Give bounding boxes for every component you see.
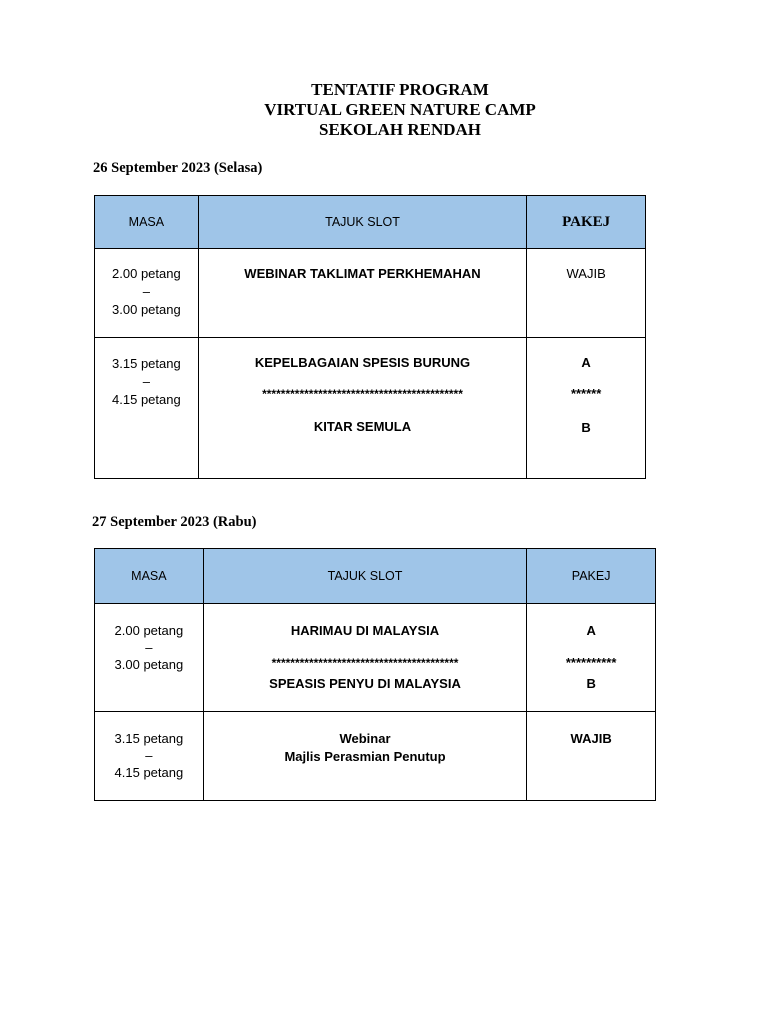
tajuk-cell bbox=[203, 604, 527, 712]
title-line-3: SEKOLAH RENDAH bbox=[319, 120, 481, 139]
table-row bbox=[95, 604, 656, 712]
time-dash: – bbox=[145, 748, 153, 763]
time-end: 4.15 petang bbox=[114, 765, 184, 780]
slot-title: WEBINAR TAKLIMAT PERKHEMAHAN bbox=[244, 266, 481, 281]
slot-title: SPEASIS PENYU DI MALAYSIA bbox=[269, 676, 461, 691]
masa-cell bbox=[95, 249, 199, 338]
header-tajuk-slot: TAJUK SLOT bbox=[203, 549, 527, 604]
header-pakej: PAKEJ bbox=[527, 196, 646, 249]
pakej-value: B bbox=[581, 420, 591, 435]
pakej-value: A bbox=[586, 623, 596, 638]
header-tajuk-slot: TAJUK SLOT bbox=[198, 196, 527, 249]
slot-title: HARIMAU DI MALAYSIA bbox=[290, 623, 440, 638]
masa-cell bbox=[95, 338, 199, 479]
tajuk-cell bbox=[198, 249, 527, 338]
time-dash: – bbox=[142, 284, 150, 299]
pakej-separator: ********** bbox=[565, 655, 617, 670]
pakej-value: A bbox=[581, 355, 591, 370]
title-line-2: VIRTUAL GREEN NATURE CAMP bbox=[264, 100, 536, 119]
pakej-cell bbox=[527, 338, 646, 479]
time-start: 2.00 petang bbox=[112, 266, 181, 281]
slot-title: KITAR SEMULA bbox=[313, 419, 412, 434]
pakej-value: WAJIB bbox=[570, 731, 612, 746]
day2-date-heading: 27 September 2023 (Rabu) bbox=[92, 514, 257, 530]
tajuk-cell bbox=[198, 338, 527, 479]
day1-date-heading: 26 September 2023 (Selasa) bbox=[93, 160, 263, 176]
pakej-separator: ****** bbox=[570, 386, 602, 401]
slot-title: KEPELBAGAIAN SPESIS BURUNG bbox=[254, 355, 471, 370]
time-end: 4.15 petang bbox=[112, 392, 181, 407]
time-start: 2.00 petang bbox=[114, 623, 184, 638]
header-masa: MASA bbox=[95, 549, 204, 604]
time-start: 3.15 petang bbox=[114, 731, 184, 746]
time-end: 3.00 petang bbox=[112, 302, 181, 317]
slot-separator: **************************************** bbox=[271, 656, 459, 670]
slot-title: Webinar bbox=[339, 731, 391, 746]
table-row bbox=[95, 338, 646, 479]
masa-cell bbox=[95, 604, 204, 712]
day2-schedule-table bbox=[94, 548, 656, 801]
time-dash: – bbox=[142, 374, 150, 389]
pakej-value: B bbox=[586, 676, 596, 691]
header-masa: MASA bbox=[95, 196, 199, 249]
slot-separator: ******************************************* bbox=[262, 387, 463, 401]
time-end: 3.00 petang bbox=[114, 657, 184, 672]
table-row bbox=[95, 249, 646, 338]
masa-cell bbox=[95, 712, 204, 801]
title-line-1: TENTATIF PROGRAM bbox=[311, 80, 489, 99]
pakej-cell bbox=[527, 712, 656, 801]
time-dash: – bbox=[145, 640, 153, 655]
document-title bbox=[0, 80, 768, 140]
pakej-cell bbox=[527, 249, 646, 338]
table-header-row bbox=[95, 196, 646, 249]
slot-subtitle: Majlis Perasmian Penutup bbox=[284, 749, 446, 764]
time-start: 3.15 petang bbox=[112, 356, 181, 371]
pakej-cell bbox=[527, 604, 656, 712]
table-header-row bbox=[95, 549, 656, 604]
day1-schedule-table bbox=[94, 195, 646, 479]
pakej-value: WAJIB bbox=[566, 266, 606, 281]
tajuk-cell bbox=[203, 712, 527, 801]
header-pakej: PAKEJ bbox=[527, 549, 656, 604]
table-row bbox=[95, 712, 656, 801]
